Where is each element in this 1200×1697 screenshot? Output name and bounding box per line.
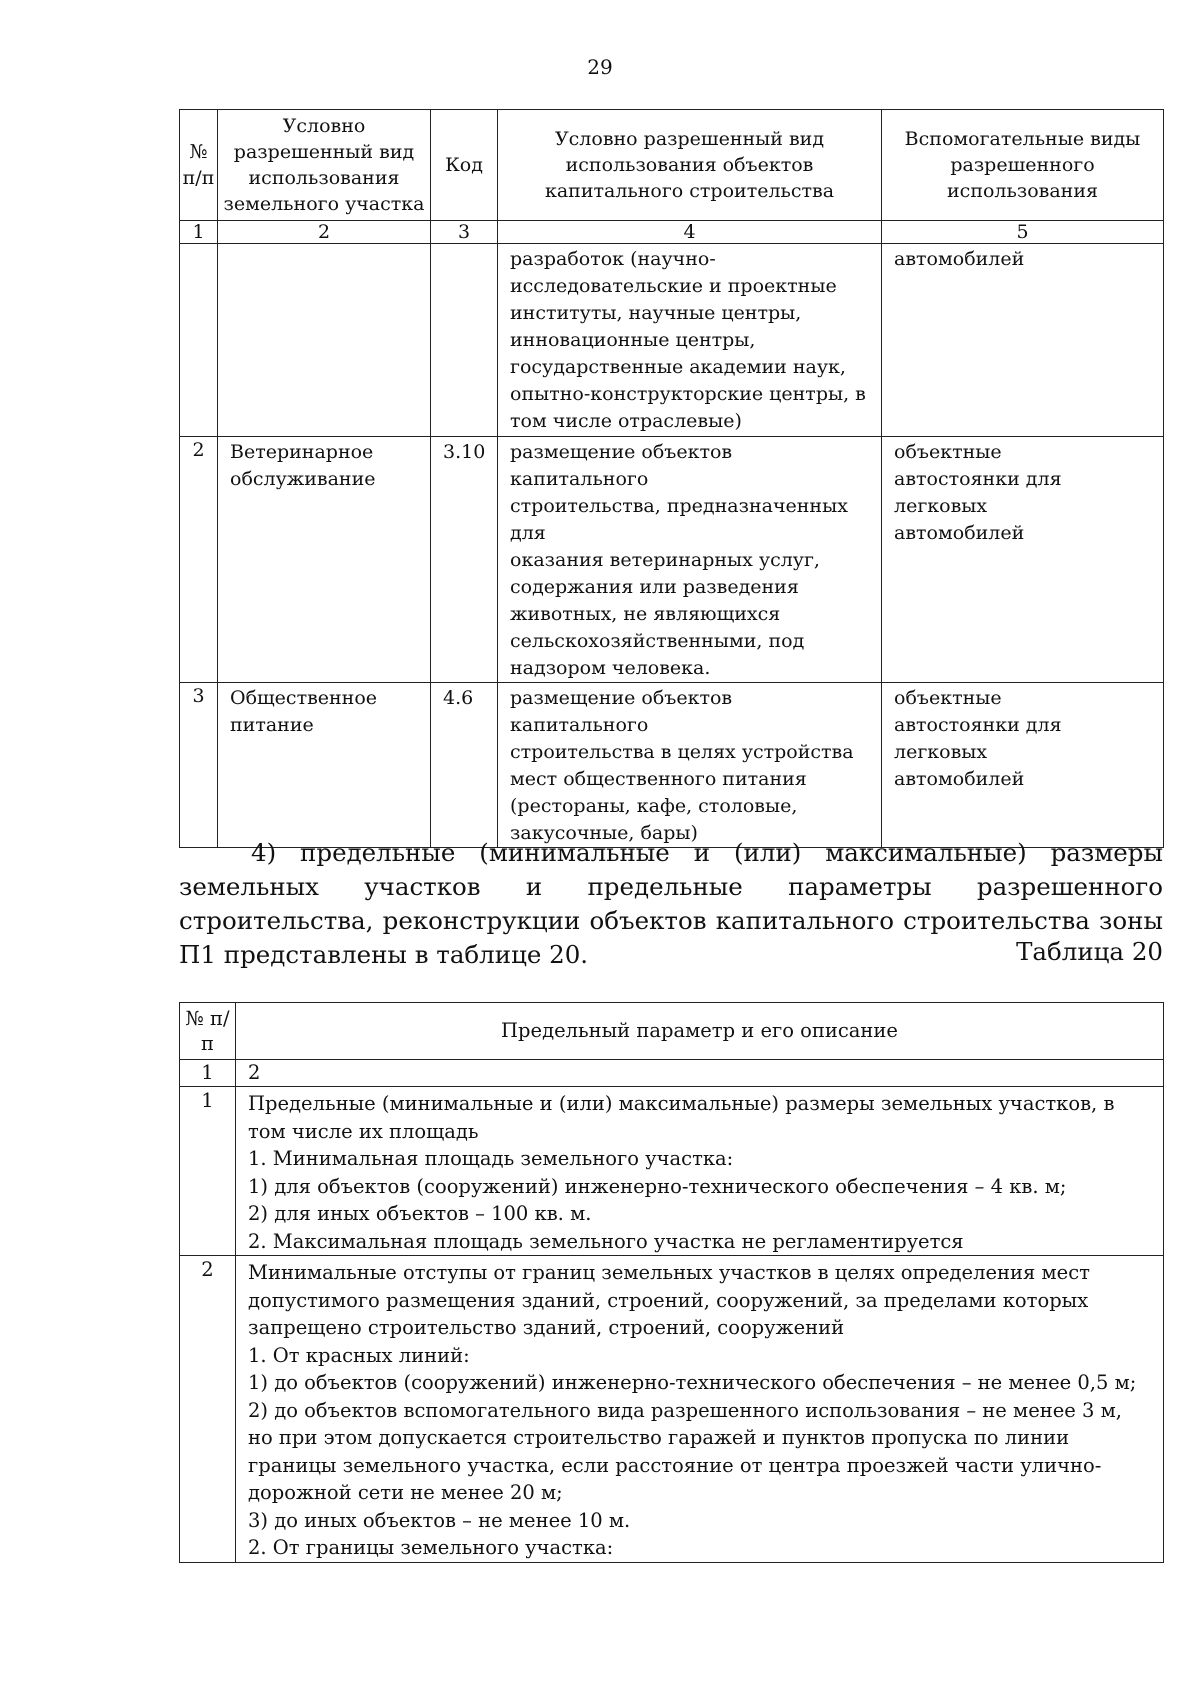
row-capital-use [498,437,882,683]
column-number: 2 [218,221,431,244]
table-row [180,1256,1164,1563]
text-line: сельскохозяйственными, под [510,630,805,652]
text-line: автостоянки для [894,714,1062,736]
text-line: дорожной сети не менее 20 м; [248,1481,563,1504]
column-number: 5 [882,221,1164,244]
table-row [180,244,1164,437]
row-code: 3.10 [431,437,498,683]
header-capital-use: Условно разрешенный вид использования объектов капитального строительства [498,110,882,221]
text-line: государственные академии наук, [510,356,846,378]
text-line: содержания или разведения [510,576,799,598]
body-paragraph: 4) предельные (минимальные и (или) максимальные) размеры земельных участков и предельные параметры разрешенного строительства, реконструкции объектов капитального строительства зоны П1 представлены в таблице 20. [179,837,1163,969]
row-num: 3 [180,683,218,848]
header-auxiliary: Вспомогательные виды разрешенного использования [882,110,1164,221]
text-line: 1) до объектов (сооружений) инженерно-технического обеспечения – не менее 0,5 м; [248,1371,1137,1394]
text-line: инновационные центры, [510,329,756,351]
text-line: институты, научные центры, [510,302,802,324]
row-num [180,244,218,437]
text-line: 1. От красных линий: [248,1343,470,1367]
text-line: объектные [894,687,1002,709]
text-line: строительства, предназначенных для [510,495,848,544]
text-line: 2. От границы земельного участка: [248,1536,614,1559]
header-num: № п/п [180,110,218,221]
row-auxiliary [882,244,1164,437]
text-line: но при этом допускается строительство гаражей и пунктов пропуска по линии [248,1426,1070,1449]
text-line: Предельные (минимальные и (или) максимальные) размеры земельных участков, в [248,1092,1115,1115]
text-line: автомобилей [894,248,1025,270]
table-header-row [180,1003,1164,1060]
text-line: Ветеринарное [230,441,374,463]
header-num: № п/п [180,1003,236,1060]
text-line: 1) для объектов (сооружений) инженерно-технического обеспечения – 4 кв. м; [248,1174,1067,1198]
column-number: 2 [236,1060,1164,1087]
header-code: Код [431,110,498,221]
text-line: оказания ветеринарных услуг, [510,549,820,571]
text-line: разработок (научно- [510,248,716,270]
text-line: легковых [894,495,988,517]
permitted-use-table [179,109,1164,848]
text-line: животных, не являющихся [510,603,781,625]
text-line: обслуживание [230,468,376,490]
column-number-row [180,1060,1164,1087]
text-line: 2. Максимальная площадь земельного участка не регламентируется [248,1229,964,1253]
text-line: опытно-конструкторские центры, в [510,383,866,405]
row-description [236,1087,1164,1256]
table-caption: Таблица 20 [1016,937,1163,966]
text-line: автомобилей [894,768,1025,790]
table-row [180,1087,1164,1256]
text-line: (рестораны, кафе, столовые, [510,795,798,817]
row-num: 2 [180,437,218,683]
column-number: 1 [180,1060,236,1087]
text-line: размещение объектов капитального [510,687,733,736]
column-number: 3 [431,221,498,244]
text-line: строительства в целях устройства [510,741,854,763]
text-line: 1. Минимальная площадь земельного участка: [248,1147,734,1170]
text-line: том числе отраслевые) [510,410,742,432]
header-land-use: Условно разрешенный вид использования земельного участка [218,110,431,221]
table-row [180,683,1164,848]
text-line: 2) до объектов вспомогательного вида разрешенного использования – не менее 3 м, [248,1398,1122,1422]
text-line: 2) для иных объектов – 100 кв. м. [248,1202,592,1225]
page-number: 29 [587,55,613,79]
row-land-use [218,244,431,437]
text-line: питание [230,714,314,736]
row-auxiliary [882,683,1164,848]
text-line: Минимальные отступы от границ земельных участков в целях определения мест [248,1261,1090,1284]
text-line: автостоянки для [894,468,1062,490]
text-line: размещение объектов капитального [510,441,733,490]
table-header-row [180,110,1164,221]
row-auxiliary [882,437,1164,683]
row-code [431,244,498,437]
header-parameter: Предельный параметр и его описание [236,1003,1164,1060]
text-line: запрещено строительство зданий, строений, сооружений [248,1316,845,1339]
row-code: 4.6 [431,683,498,848]
text-line: том числе их площадь [248,1119,479,1143]
text-line: надзором человека. [510,657,711,679]
row-capital-use [498,683,882,848]
text-line: объектные [894,441,1002,463]
text-line: мест общественного питания [510,768,807,790]
text-line: Общественное [230,687,378,709]
row-land-use [218,437,431,683]
column-number-row [180,221,1164,244]
table-row [180,437,1164,683]
column-number: 4 [498,221,882,244]
text-line: границы земельного участка, если расстояние от центра проезжей части улично- [248,1453,1102,1477]
text-line: 3) до иных объектов – не менее 10 м. [248,1508,631,1532]
limit-parameters-table [179,1002,1164,1563]
row-description [236,1256,1164,1563]
row-num: 1 [180,1087,236,1256]
column-number: 1 [180,221,218,244]
text-line: легковых [894,741,988,763]
row-capital-use [498,244,882,437]
text-line: автомобилей [894,522,1025,544]
text-line: допустимого размещения зданий, строений, сооружений, за пределами которых [248,1288,1089,1312]
text-line: исследовательские и проектные [510,275,837,297]
text-line: закусочные, бары) [510,822,698,844]
row-num: 2 [180,1256,236,1563]
row-land-use [218,683,431,848]
